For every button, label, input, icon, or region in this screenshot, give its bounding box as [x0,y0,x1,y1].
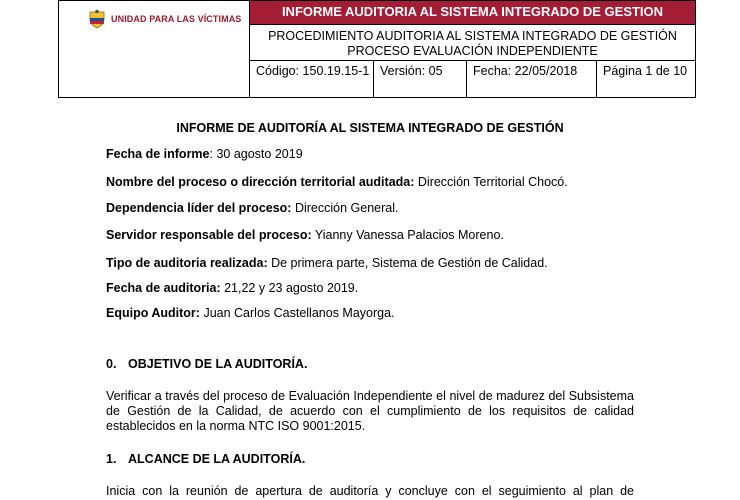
field-value: Dirección Territorial Chocó. [417,175,568,189]
section-title: ALCANCE DE LA AUDITORÍA. [128,452,306,466]
paragraph-line: de Gestión de la Calidad, de acuerdo con el cumplimiento de los requisitos de calidad [106,404,634,418]
procedure-line-1: PROCEDIMIENTO AUDITORIA AL SISTEMA INTEGRADO DE GESTIÓN [268,29,677,43]
page-number-cell: Página 1 de 10 [603,64,688,78]
section-0-heading [106,357,307,371]
logo-text: UNIDAD PARA LAS VÍCTIMAS [111,14,242,24]
version-cell: Versión: 05 [374,61,467,98]
coat-of-arms-icon [88,9,106,29]
logo-cell [59,1,250,98]
paragraph-line: Inicia con la reunión de apertura de auditoría y concluye con el seguimiento al plan de [106,484,634,498]
procedure-cell [250,25,695,61]
section-1-paragraph [106,484,634,499]
document-title: INFORME DE AUDITORÍA AL SISTEMA INTEGRADO DE GESTIÓN [176,121,564,135]
procedure-line-2: PROCESO EVALUACIÓN INDEPENDIENTE [347,44,598,58]
field-responsible [106,228,504,242]
field-value: 30 agosto 2019 [216,147,303,161]
field-audit-team [106,306,395,320]
section-number: 0. [106,357,117,371]
field-label: Dependencia líder del proceso: [106,201,292,215]
field-label: Fecha de informe [106,147,210,161]
paragraph-line: establecidos en la norma NTC ISO 9001:2015. [106,419,366,433]
field-value: Dirección General. [294,201,399,215]
section-title: OBJETIVO DE LA AUDITORÍA. [128,357,308,371]
report-title-banner: INFORME AUDITORIA AL SISTEMA INTEGRADO DE GESTION [250,1,695,25]
paragraph-line: Verificar a través del proceso de Evaluación Independiente el nivel de madurez del Subsistema [106,389,634,403]
field-label: Servidor responsable del proceso: [106,228,312,242]
header-table [58,0,696,98]
unidad-victimas-logo [88,9,241,29]
field-process-name [106,175,568,189]
field-label: Equipo Auditor: [106,306,200,320]
field-label: Nombre del proceso o dirección territorial auditada: [106,175,415,189]
section-number: 1. [106,452,117,466]
metadata-row [250,61,695,98]
section-1-heading [106,452,305,466]
field-value: 21,22 y 23 agosto 2019. [224,281,359,295]
field-lead-dependency [106,201,398,215]
field-value: Juan Carlos Castellanos Mayorga. [203,306,395,320]
field-label: Fecha de auditoria: [106,281,221,295]
date-cell: Fecha: 22/05/2018 [467,61,597,98]
code-cell: Código: 150.19.15-1 [250,61,374,98]
field-report-date: Fecha de informe: 30 agosto 2019 [106,147,303,161]
field-value: De primera parte, Sistema de Gestión de Calidad. [271,256,548,270]
field-value: Yianny Vanessa Palacios Moreno. [314,228,504,242]
field-label: Tipo de auditoria realizada: [106,256,268,270]
field-audit-date [106,281,358,295]
section-0-paragraph [106,389,634,434]
field-audit-type [106,256,548,270]
